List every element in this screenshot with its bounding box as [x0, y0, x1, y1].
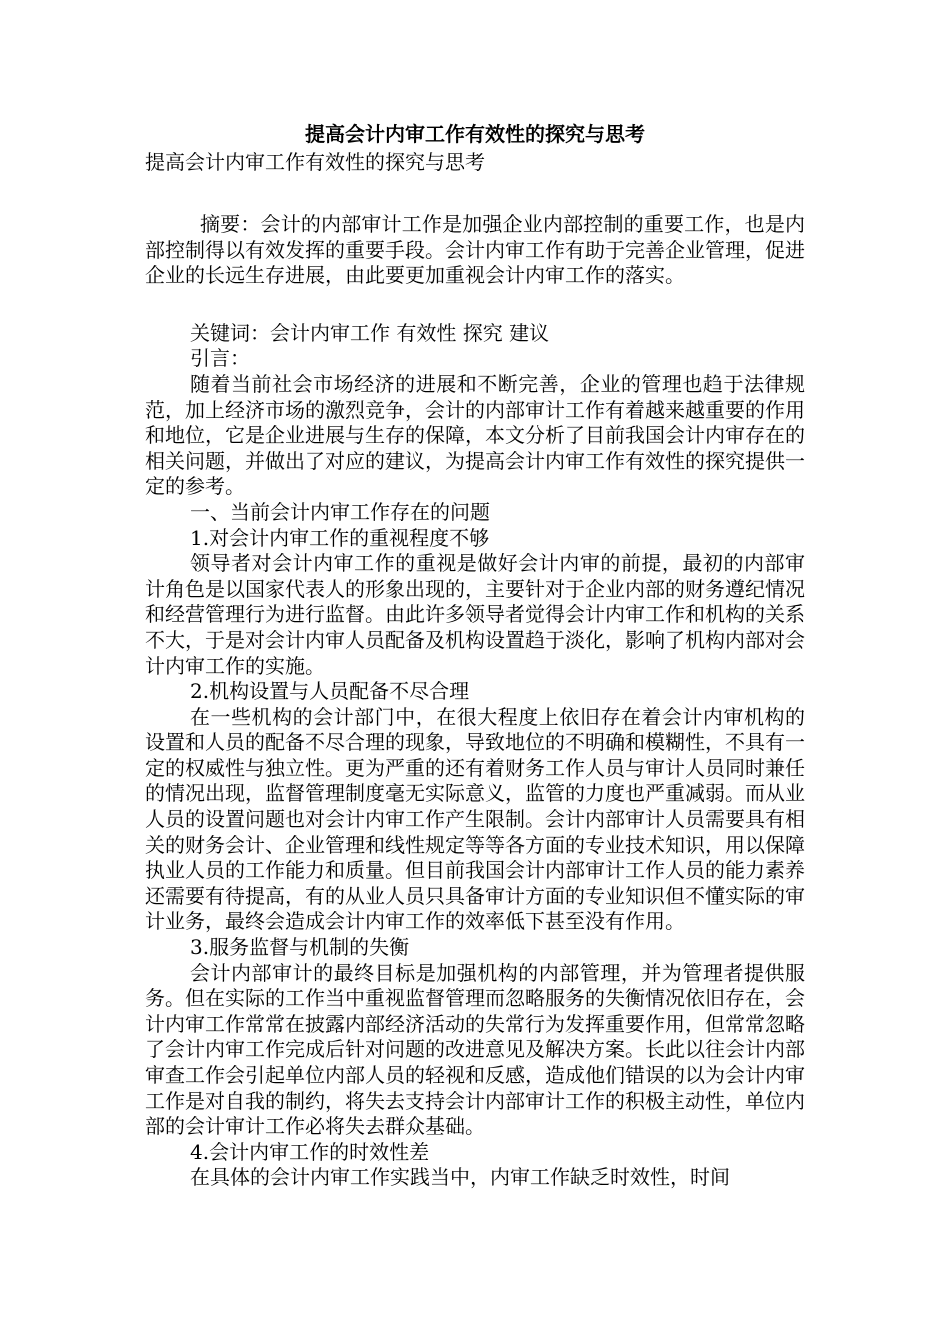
subsection-heading: 1.对会计内审工作的重视程度不够 — [190, 525, 490, 550]
spacer — [145, 176, 805, 212]
body-paragraph: 会计内部审计的最终目标是加强机构的内部管理，并为管理者提供服务。但在实际的工作当中重视监督管理而忽略服务的失衡情况依旧存在，会计内审工作常常在披露内部经济活动的失常行为发挥重要作用，但常常忽略了会计内审工作完成后针对问题的改进意见及解决方案。长此以往会计内部审查工作会引起单位内部人员的轻视和反感，造成他们错误的以为会计内审工作是对自我的制约，将失去支持会计内部审计工作的积极主动性，单位内部的会计审计工作必将失去群众基础。 — [145, 960, 805, 1139]
abstract-paragraph: 摘要：会计的内部审计工作是加强企业内部控制的重要工作，也是内部控制得以有效发挥的重要手段。会计内审工作有助于完善企业管理，促进企业的长远生存进展，由此要更加重视会计内审工作的落实。 — [145, 212, 805, 288]
keywords-line: 关键词：会计内审工作 有效性 探究 建议 — [190, 320, 550, 345]
intro-paragraph: 随着当前社会市场经济的进展和不断完善，企业的管理也趋于法律规范，加上经济市场的激烈竞争，会计的内部审计工作有着越来越重要的作用和地位，它是企业进展与生存的保障，本文分析了目前我国会计内审存在的相关问题，并做出了对应的建议，为提高会计内审工作有效性的探究提供一定的参考。 — [145, 371, 805, 499]
subsection-heading: 3.服务监督与机制的失衡 — [190, 935, 410, 960]
body-paragraph: 在一些机构的会计部门中，在很大程度上依旧存在着会计内审机构的设置和人员的配备不尽合理的现象，导致地位的不明确和模糊性，不具有一定的权威性与独立性。更为严重的还有着财务工作人员与审计人员同时兼任的情况出现，监督管理制度毫无实际意义，监管的力度也严重减弱。而从业人员的设置问题也对会计内审工作产生限制。会计内部审计人员需要具有相关的财务会计、企业管理和线性规定等等各方面的专业技术知识，用以保障执业人员的工作能力和质量。但目前我国会计内部审计工作人员的能力素养还需要有待提高，有的从业人员只具备审计方面的专业知识但不懂实际的审计业务，最终会造成会计内审工作的效率低下甚至没有作用。 — [145, 704, 805, 934]
body-paragraph: 在具体的会计内审工作实践当中，内审工作缺乏时效性，时间 — [190, 1165, 730, 1190]
document-title: 提高会计内审工作有效性的探究与思考 — [305, 122, 645, 146]
subsection-heading: 2.机构设置与人员配备不尽合理 — [190, 679, 470, 704]
section-heading: 一、当前会计内审工作存在的问题 — [190, 499, 490, 524]
subsection-heading: 4.会计内审工作的时效性差 — [190, 1139, 430, 1164]
intro-heading: 引言： — [190, 346, 250, 371]
spacer — [145, 289, 805, 321]
body-paragraph: 领导者对会计内审工作的重视是做好会计内审的前提，最初的内部审计角色是以国家代表人的形象出现的，主要针对于企业内部的财务遵纪情况和经营管理行为进行监督。由此许多领导者觉得会计内审工作和机构的关系不大，于是对会计内审人员配备及机构设置趋于淡化，影响了机构内部对会计内审工作的实施。 — [145, 551, 805, 678]
document-page — [145, 120, 805, 1191]
document-subtitle: 提高会计内审工作有效性的探究与思考 — [145, 150, 485, 174]
